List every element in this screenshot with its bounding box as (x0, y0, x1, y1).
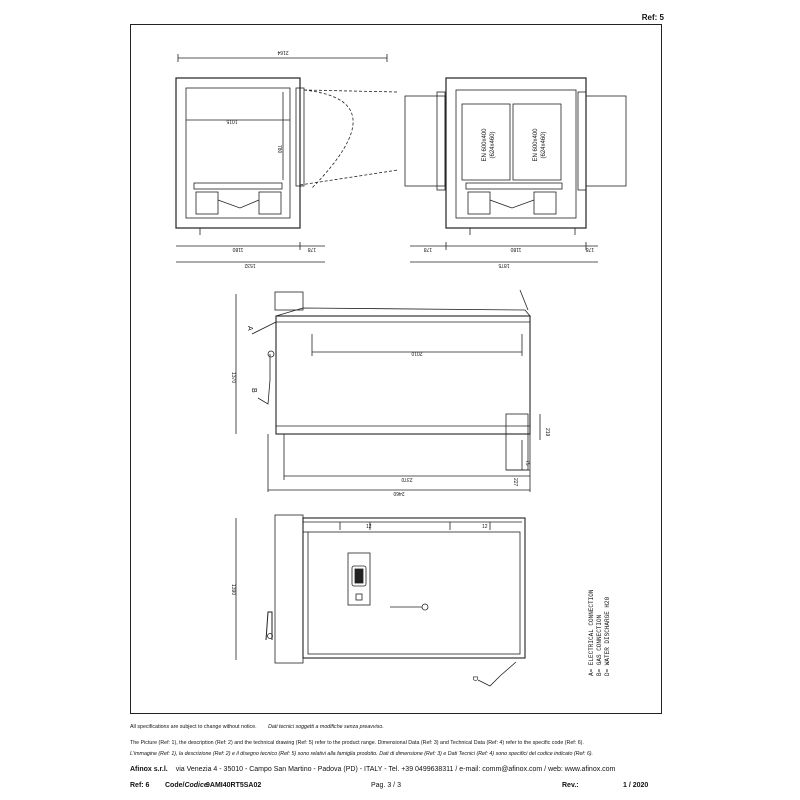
dim-2460: 2460 (393, 490, 405, 496)
code-label (165, 782, 208, 789)
top-right-view (405, 78, 626, 268)
rev-value: 1 / 2020 (623, 782, 649, 789)
reference-label: Ref: 5 (641, 13, 664, 22)
code-label-en: Code/ (165, 782, 185, 789)
dim-1390: 1390 (230, 584, 236, 596)
tray1-label-b: (624x460) (490, 131, 496, 159)
dim-780: 780 (276, 145, 282, 154)
dim-1180-right: 1180 (510, 246, 522, 252)
footer-note-en: The Picture (Ref: 1), the description (Ref: 2) and the technical drawing (Ref: 5) refer to the product range. Dimensional Data (Ref: 3) and Technical Data (Ref: 4) refer to the specific code (Ref: 6). (130, 740, 584, 746)
dim-178-left: 178 (423, 246, 433, 252)
plan-dim-12-b: 12 (482, 524, 488, 530)
footer-disclaimer (130, 724, 662, 731)
dim-1875: 1875 (498, 262, 510, 268)
disclaimer-en: All specifications are subject to change without notice. (130, 724, 257, 730)
tray1-label-a: EN 600x400 (482, 128, 488, 162)
dim-1532: 1532 (244, 262, 256, 268)
plan-dim-12-a: 12 (366, 524, 372, 530)
page-number: Pag. 3 / 3 (371, 782, 401, 789)
tray2-label-b: (624x460) (541, 131, 547, 159)
footer-note-it: L'immagine (Ref: 1), la descrizione (Ref: 2) e il disegno tecnico (Ref: 5) sono relativi alla famiglia prodotto. Dati di dimensione (Ref: 3) e Dati Tecnici (Ref: 4) sono specifici del codice indicato (Ref: 6). (130, 751, 594, 757)
dim-75: 75 (524, 460, 530, 466)
disclaimer-it: Dati tecnici soggetti a modifiche senza preavviso. (268, 724, 384, 730)
plan-view (230, 515, 525, 686)
top-left-view (176, 49, 398, 268)
dim-1015: 1015 (226, 118, 238, 124)
dim-178: 178 (307, 246, 317, 252)
legend-d: D= WATER DISCHARGE H20 (604, 596, 611, 676)
ref6-label: Ref: 6 (130, 782, 150, 789)
legend-b: B= GAS CONNECTION (596, 614, 603, 676)
company-address: via Venezia 4 - 35010 - Campo San Martino - Padova (PD) - ITALY - Tel. +39 0499638311 / e-mail: comm@afinox.com / web: www.afinox.com (175, 766, 616, 773)
label-A: A (246, 326, 253, 331)
legend-a: A= ELECTRICAL CONNECTION (588, 589, 595, 676)
company-line (130, 766, 662, 773)
dim-1180: 1180 (232, 246, 244, 252)
dim-2010: 2010 (411, 350, 423, 356)
dim-219: 219 (544, 428, 550, 437)
dim-2164: 2164 (277, 49, 289, 55)
dim-1370: 1370 (230, 372, 236, 384)
connection-legend (588, 589, 611, 676)
company-name: Afinox s.r.l. (130, 766, 168, 773)
code-label-it: Codice (184, 782, 208, 789)
dim-178-right: 178 (585, 246, 595, 252)
label-B: B (250, 388, 257, 393)
dim-2370: 2370 (401, 476, 413, 482)
dim-227: 227 (512, 478, 518, 487)
rev-label: Rev.: (562, 782, 579, 789)
tray2-label-a: EN 600x400 (533, 128, 539, 162)
side-view (230, 290, 550, 496)
label-D: D (471, 676, 478, 682)
code-value: 9AMI40RT5SA02 (206, 782, 262, 789)
